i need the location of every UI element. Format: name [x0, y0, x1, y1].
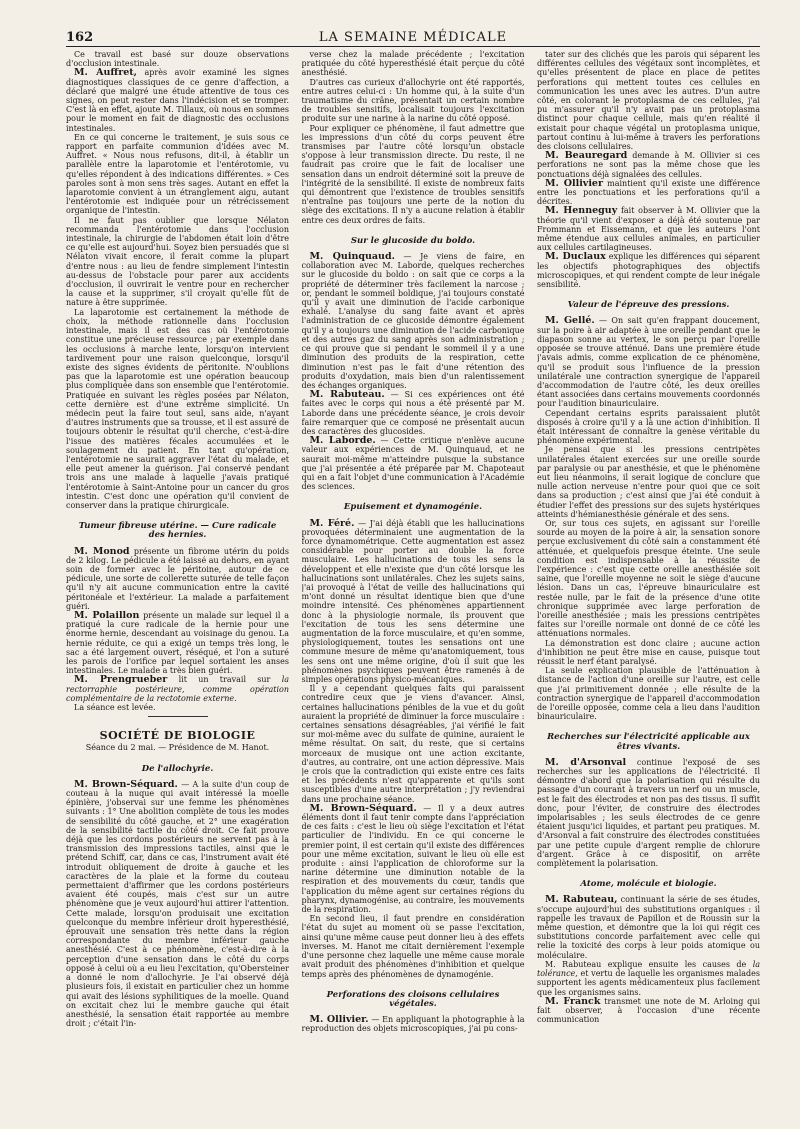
paragraph: [302, 1015, 525, 1033]
section-heading: Valeur de l'épreuve des pressions.: [567, 300, 730, 311]
speaker: M. Brown-Séquard.: [74, 778, 178, 790]
section-heading: Perforations des cloisons cellulaires végétales.: [326, 989, 500, 1009]
paragraph: Je pensai que si les pressions centripètes unilatérales étaient exercées sur une oreille sourde par paralysie ou par anesthésie, et que le phénomène eut lieu néanmoins, il serait logique de conclure que nulle action nerveuse n'entre pour quoi que ce soit dans sa production ; c'est ainsi que j'ai été conduit à étudier l'effet des pressions sur des sujets hystériques atteints d'hémianesthésie générale et des sens.: [537, 445, 760, 519]
paragraph: tater sur des clichés que les parois qui séparent les différentes cellules des végétaux sont incomplètes, et qu'elles présentent de place en place de petites perforations qui mettent toutes ces cellules en communication les unes avec les autres. D'un autre côté, en colorant le protoplasma de ces cellules, j'ai pu m'assurer qu'il n'y avait pas un protoplasma distinct pour chaque cellule, mais qu'en réalité il existait pour chaque végétal un protoplasma unique, partout continu à lui-même à travers les perforations des cloisons cellulaires.: [537, 50, 760, 152]
paragraph: [537, 206, 760, 252]
paragraph: [537, 758, 760, 868]
paragraph: [302, 519, 525, 685]
paragraph: [537, 179, 760, 207]
journal-title: LA SEMAINE MÉDICALE: [318, 30, 508, 45]
speaker: M. Franck: [545, 995, 601, 1007]
society-heading: SOCIÉTÉ DE BIOLOGIE: [99, 729, 256, 743]
speaker: M. Ollivier: [545, 177, 603, 189]
paragraph: Il y a cependant quelques faits qui paraissent contredire ceux que je viens d'avancer. Ainsi, certaines hallucinations pénibles de la vue et du goût auraient la propriété de diminuer la force musculaire : certaines sensations désagréables, j'ai vérifié le fait sur moi-même avec du sulfate de quinine, auraient le même résultat. On sait, du reste, que si certains morceaux de musique ont une action excitante, d'autres, au contraire, ont une action dépressive. Mais je crois que la contradiction qui existe entre ces faits et les précédents n'est qu'apparente et qu'ils sont susceptibles d'une autre interprétation ; j'y reviendrai dans une prochaine séance.: [301, 684, 525, 804]
paragraph: [537, 316, 760, 408]
section-heading: De l'allochyrie.: [141, 763, 214, 774]
text: — A la suite d'un coup de couteau à la nuque qui avait intéressé la moelle épinière, j'observai sur une femme les phénomènes suivants : 1° Une abolition complète de tous les modes de sensibilité du côté gauche, et 2° une exagération de la sensibilité tactile du côté droit. Ce fait prouve déjà que les cordons postérieurs ne servent pas à la transmission des impressions tactiles, ainsi que le prétend Schiff, car, dans ce cas, l'instrument avait été introduit obliquement de droite à gauche et les caractères de la plaie et la forme du couteau permettaient d'affirmer que les cordons postérieurs avaient été coupés, mais c'est sur un autre phénomène que je veux aujourd'hui attirer l'attention. Cette malade, lorsqu'on produisait une excitation quelconque du membre inférieur droit hyperesthésié, éprouvait une sensation très nette dans la région correspondante du membre inférieur gauche anesthésié. C'est à ce phénomène, c'est-à-dire à la perception d'une sensation dans le côté du corps opposé à celui où a eu lieu l'excitation, qu'Obersteiner a donné le nom d'allochyrie. Je l'ai observé déjà plusieurs fois, il existait en particulier chez un homme qui avait des lésions syphilitiques de la moelle. Quand on excitait chez lui le membre gauche qui était anesthésié, la sensation était rapportée au membre droit ; c'était l'in-: [66, 779, 289, 1029]
speaker: M. Auffret,: [74, 67, 137, 79]
paragraph: [66, 68, 289, 132]
column-2: [302, 50, 525, 1120]
text: — J'ai déjà établi que les hallucinations provoquées déterminaient une augmentation de la force dynamométrique. Cette augmentation est assez considérable pour porter au double la force musculaire. Les hallucinations de tous les sens la développent et elle n'existe que d'un côté lorsque les hallucinations sont unilatérales. Chez les sujets sains, j'ai provoqué à l'état de veille des hallucinations qui m'ont donné un résultat identique bien que d'une moindre intensité. Ces phénomènes appartiennent donc à la physiologie normale, ils prouvent que l'excitation de tous les sens détermine une augmentation de la force musculaire, et qu'en somme, physiologiquement, toutes les sensations ont une commune mesure de même qu'anatomiquement, tous les sens ont une même origine, d'où il suit que les phénomènes psychiques peuvent être ramenés à de simples opérations physico-mécaniques.: [301, 518, 525, 684]
speaker: M. Gellé.: [545, 315, 595, 327]
section-heading: Epuisement et dynamogénie.: [343, 502, 483, 513]
text: après avoir examiné les signes diagnostiques classiques de ce genre d'affection, a déclaré que malgré une étude attentive de tous ces signes, on peut rester dans l'indécision et se tromper. C'est là en effet, ajoute M. Tillaux, où nous en sommes pour le moment en fait de diagnostic des occlusions intestinales.: [66, 68, 289, 133]
text: — Il y a deux autres éléments dont il faut tenir compte dans l'appréciation de ces faits : c'est le lieu où siège l'excitation et l'état particulier de l'individu. En ce qui concerne le premier point, il est certain qu'il existe des différences pour une même excitation, suivant le lieu où elle est produite : ainsi l'application de chloroforme sur la narine détermine une diminution notable de la respiration et des mouvements du cœur, tandis que l'application du même agent sur certaines régions du pharynx, dynamogénise, au contraire, les mouvements de la respiration.: [301, 803, 525, 915]
page-header: [66, 30, 760, 47]
paragraph: [302, 252, 525, 390]
text: maintient qu'il existe une différence entre les ponctuations et les perforations qu'il a décrites.: [537, 178, 760, 207]
speaker: M. Henneguy: [545, 205, 618, 217]
text: présente un fibrome utérin du poids de 2 kilog. Le pédicule a été laissé au dehors, en ayant soin de former avec le péritoine, autour de ce pédicule, une sorte de collerette suturée de telle façon qu'il n'y ait aucune communication entre la cavité péritonéale et l'extérieur. La malade a parfaitement guéri.: [66, 546, 289, 611]
column-1: [66, 50, 289, 1120]
text: M. Rabuteau explique ensuite les causes de: [545, 959, 747, 969]
text: demande à M. Ollivier si ces perforations ne sont pas la même chose que les ponctuations déjà signalées des cellules.: [537, 151, 760, 179]
speaker: M. d'Arsonval: [545, 756, 627, 768]
speaker: M. Quinquaud.: [309, 251, 395, 263]
speaker: M. Prengrueber: [74, 674, 168, 686]
text: et vertu de laquelle les organismes malades supportent les agents médicamenteux plus facilement que les organismes sains.: [537, 969, 760, 997]
text: — Cette critique n'enlève aucune valeur aux expériences de M. Quinquaud, et ne saurait moi-même m'atteindre puisque la substance que j'ai présentée a été préparée par M. Chapoteaut qui en a fait l'objet d'une communication à l'Académie des sciences.: [301, 436, 525, 492]
paragraph: La laparotomie est certainement la méthode de choix, la méthode rationnelle dans l'occlusion intestinale, mais il est des cas où l'entérotomie constitue une précieuse ressource ; par exemple dans les occlusions à marche lente, lorsqu'on intervient tardivement pour une raison quelconque, lorsqu'il existe des signes évidents de péritonite. N'oublions pas que la laparotomie est une opération beaucoup plus compliquée dans son ensemble que l'entérotomie. Pratiquée en suivant les règles posées par Nélaton, cette dernière est d'une extrême simplicité. Un médecin peut la faire tout seul, sans aide, n'ayant d'autres instruments que sa trousse, et il est assuré de toujours obtenir le résultat qu'il cherche, c'est-à-dire l'issue des matières fécales accumulées et le soulagement du patient. En tant qu'opération, l'entérotomie ne saurait aggraver l'état du malade, et elle peut amener la guérison. J'ai conservé pendant trois ans une malade à laquelle j'avais pratiqué l'entérotomie à Saint-Antoine pour un cancer du gros intestin. C'est donc une opération qu'il convient de conserver dans la pratique chirurgicale.: [66, 307, 289, 510]
text: — En appliquant la photographie à la reproduction des objets microscopiques, j'ai pu cons-: [301, 1015, 525, 1034]
paragraph: [302, 390, 525, 436]
text: — On sait qu'en frappant doucement, sur la poire à air adaptée à une oreille pendant que le diapason sonne au vertex, le son perçu par l'oreille opposée se trouve atténué. Dans une première étude j'avais admis, comme explication de ce phénomène, qu'il se produit sous l'influence de la pression unilatérale une contraction synergique de l'appareil d'accommodation de l'autre côté, les deux oreilles étant associées dans certains mouvements coordonnés pour l'audition binauriculaire.: [537, 316, 760, 409]
paragraph: [537, 960, 760, 997]
speaker: M. Polaillon: [74, 609, 140, 621]
italic-text: la rectorraphie postérieure, comme opération complémentaire de la rectotomie externe.: [66, 675, 289, 703]
columns: [66, 50, 760, 1120]
paragraph: verse chez la malade précédente ; l'excitation pratiquée du côté hyperesthésié était perçue du côté anesthésié.: [301, 50, 525, 78]
text: continue l'exposé de ses recherches sur les applications de l'électricité. Il démontre d'abord que la polarisation qui résulte du passage d'un courant à travers un nerf ou un muscle, est le fait des électrodes et non pas des tissus. Il suffit donc, pour l'éviter, de construire des électrodes impolarisables ; les seuls électrodes de ce genre étaient jusqu'ici liquides, et partant peu pratiques. M. d'Arsonval a fait construire des électrodes constituées par une petite cupule d'argent remplie de chlorure d'argent. Grâce à ce dispositif, on arrête complètement la polarisation.: [537, 757, 760, 869]
paragraph: [537, 895, 760, 959]
text: transmet une note de M. Arloing qui fait observer, à l'occasion d'une récente communication: [537, 996, 760, 1025]
speaker: M. Rabuteau.: [309, 389, 385, 401]
paragraph: En ce qui concerne le traitement, je suis sous ce rapport en parfaite communion d'idées avec M. Auffret. « Nous nous refusons, dit-il, à établir un parallèle entre la laparotomie et l'entérotomie, vu qu'elles répondent à des indications différentes. » Ces paroles sont à mon sens très sages. Autant en effet la laparotomie convient à un étranglement aigu, autant l'entérotomie est indiquée pour un rétrécissement organique de l'intestin.: [66, 132, 289, 216]
column-3: [537, 50, 760, 1120]
section-heading: Tumeur fibreuse utérine. — Cure radicale des hernies.: [78, 521, 277, 541]
paragraph: [302, 436, 525, 491]
session-info: Séance du 2 mai. — Présidence de M. Hanot.: [85, 743, 270, 753]
paragraph: Or, sur tous ces sujets, en agissant sur l'oreille sourde au moyen de la poire à air, la sensation sonore perçue exclusivement du côté sain a constamment été atténuée, et quelquefois presque éteinte. Une seule condition est indispensable à la réussite de l'expérience : c'est que cette oreille anesthésiée soit saine, que l'oreille moyenne ne soit le siège d'aucune lésion. Dans un cas, l'épreuve binauriculaire est restée nulle, par le fait de la présence d'une otite chronique supprimée avec large perforation de l'oreille anesthésiée ; mais les pressions centripètes faites sur l'oreille normale ont donné de ce côté les atténuations normales.: [537, 518, 760, 639]
text: présente un malade sur lequel il a pratiqué la cure radicale de la hernie pour une énorme hernie, descendant au voisinage du genou. La hernie réduite, ce qui a exigé un temps très long, le sac a été largement ouvert, réséqué, et l'on a suturé les parois de l'orifice par lequel sortaient les anses intestinales. Le malade a très bien guéri.: [66, 610, 289, 676]
paragraph: [66, 780, 289, 1028]
paragraph: Cependant certains esprits paraissaient plutôt disposés à croire qu'il y a là une action d'inhibition. Il était intéressant de connaître la genèse véritable du phénomène expérimental.: [537, 408, 760, 446]
paragraph: La démonstration est donc claire ; aucune action d'inhibition ne peut être mise en cause, puisque tout réussit le nerf étant paralysé.: [537, 638, 760, 666]
paragraph: Ce travail est basé sur douze observations d'occlusion intestinale.: [66, 50, 289, 69]
speaker: M. Ollivier.: [309, 1014, 369, 1026]
speaker: M. Rabuteau,: [545, 894, 618, 906]
paragraph: [66, 611, 289, 675]
paragraph: [537, 151, 760, 179]
paragraph: La séance est levée.: [74, 703, 156, 713]
paragraph: Pour expliquer ce phénomène, il faut admettre que les impressions d'un côté du corps peuvent être transmises par l'autre côté lorsqu'un obstacle s'oppose à leur transmission directe. Du reste, il ne faudrait pas croire que le fait de localiser une sensation dans un endroit déterminé soit la preuve de l'intégrité de la sensibilité. Il existe de nombreux faits qui démontrent que l'existence de troubles sensitifs n'entraîne pas toujours une perte de la notion du siège des excitations. Il n'y a aucune relation à établir entre ces deux ordres de faits.: [301, 123, 525, 225]
text: explique les différences qui séparent les objectifs photographiques des objectifs microscopiques, et qui rendent compte de leur inégale sensibilité.: [537, 252, 760, 290]
speaker: M. Beauregard: [545, 150, 628, 162]
text: lit un travail sur: [178, 675, 271, 685]
text: — Si ces expériences ont été faites avec le corps qui nous a été présenté par M. Laborde dans une précédente séance, je crois devoir faire remarquer que ce composé ne présentait aucun des caractères des glucosides.: [301, 390, 525, 436]
section-heading: Recherches sur l'électricité applicable aux êtres vivants.: [547, 732, 750, 752]
text: — Je viens de faire, en collaboration avec M. Laborde, quelques recherches sur le glucoside du boldo : on sait que ce corps a la propriété de déterminer très facilement la narcose ; or, pendant le sommeil boldique, j'ai toujours constaté qu'il y avait une diminution de l'acide carbonique exhalé. L'analyse du sang faite avant et après l'administration de ce glucoside démontre également qu'il y a toujours une diminution de l'acide carbonique et des autres gaz du sang après son administration ; ce qui prouve que si pendant le sommeil il y a une diminution des produits de la respiration, cette diminution n'est pas le fait d'une rétention des produits d'oxydation, mais bien d'un ralentissement des échanges organiques.: [301, 252, 525, 390]
speaker: M. Monod: [74, 545, 130, 557]
speaker: M. Laborde.: [309, 435, 376, 447]
section-heading: Atome, molécule et biologie.: [580, 879, 717, 890]
speaker: M. Duclaux: [545, 251, 606, 263]
text: continuant la série de ses études, s'occupe aujourd'hui des substitutions organiques : il rappelle les travaux de Papillon et de Roussin sur la même question, et démontre que la loi qui régit ces substitutions concorde parfaitement avec celle qui relie la toxicité des corps à leur poids atomique ou moléculaire.: [537, 895, 760, 960]
paragraph: [66, 547, 289, 611]
speaker: M. Brown-Séquard.: [309, 802, 417, 814]
paragraph: [66, 675, 289, 703]
paragraph: La seule explication plausible de l'atténuation à distance de l'action d'une oreille sur l'autre, est celle que j'ai primitivement donnée ; elle résulte de la contraction synergique de l'appareil d'accommodation de l'oreille opposée, comme cela a lieu dans l'audition binauriculaire.: [537, 666, 760, 722]
paragraph: [537, 252, 760, 289]
text: fait observer à M. Ollivier que la théorie qu'il vient d'exposer a déjà été soutenue par Frommann et Eissemann, et que les auteurs l'ont même étendue aux cellules animales, en particulier aux cellules cartilagineuses.: [537, 206, 760, 253]
speaker: M. Féré.: [309, 517, 355, 529]
italic-text: la tolérance,: [537, 959, 760, 979]
paragraph: [537, 997, 760, 1025]
paragraph: Il ne faut pas oublier que lorsque Nélaton recommanda l'entérotomie dans l'occlusion intestinale, la chirurgie de l'abdomen était loin d'être ce qu'elle est aujourd'hui. Soyez bien persuadés que si Nélaton vivait encore, il ferait comme la plupart d'entre nous : au lieu de fendre simplement l'intestin au-dessus de l'obstacle pour parer aux accidents d'occlusion, il ouvrirait le ventre pour en rechercher la cause et la supprimer, s'il croyait qu'elle fût de nature à être supprimée.: [66, 215, 289, 308]
paragraph: [302, 804, 525, 914]
paragraph: D'autres cas curieux d'allochyrie ont été rapportés, entre autres celui-ci : Un homme qui, à la suite d'un traumatisme du crâne, présentait un certain nombre de troubles sensitifs, localisait toujours l'excitation produite sur une narine à la narine du côté opposé.: [301, 77, 525, 124]
divider: [148, 716, 208, 717]
paragraph: En second lieu, il faut prendre en considération l'état du sujet au moment où se passe l'excitation, ainsi qu'une même cause peut donner lieu à des effets inverses. M. Hanot me citait dernièrement l'exemple d'une personne chez laquelle une même cause morale avait produit des phénomènes d'inhibition et quelque temps après des phénomènes de dynamogénie.: [301, 914, 525, 979]
section-heading: Sur le glucoside du boldo.: [350, 235, 476, 246]
page-number: 162: [66, 30, 94, 45]
